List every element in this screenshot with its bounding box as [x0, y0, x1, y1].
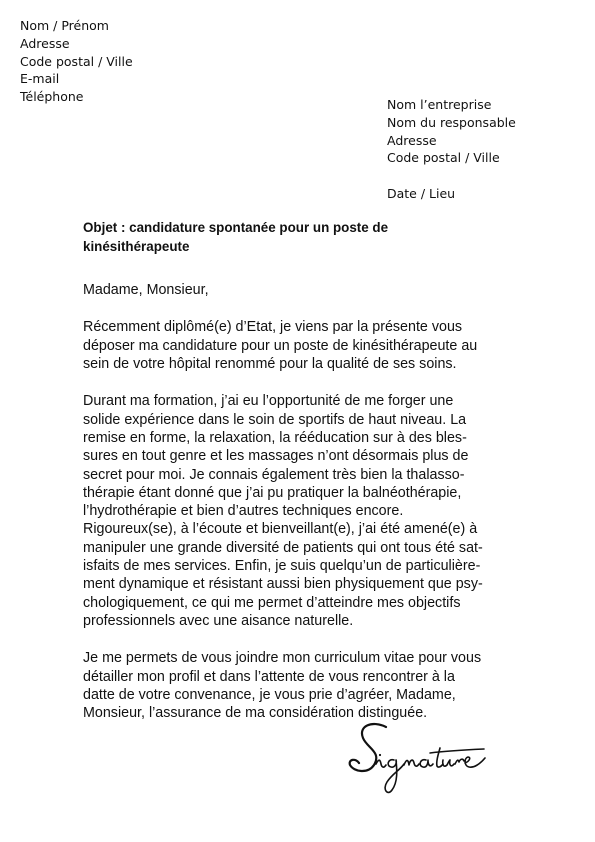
- letter-greeting: Madame, Monsieur,: [83, 282, 209, 299]
- paragraph-line: ment dynamique et résistant aussi bien physiquement que psy-: [83, 576, 483, 593]
- paragraph-line: professionnels avec une aisance naturelle.: [83, 612, 354, 629]
- paragraph-line: sures en tout genre et les massages n’ont désormais plus de: [83, 448, 469, 465]
- sender-email: E-mail: [20, 71, 60, 87]
- sender-city: Code postal / Ville: [20, 53, 133, 69]
- recipient-block: [387, 96, 516, 167]
- paragraph-line: solide expérience dans le soin de sportifs de haut niveau. La: [83, 411, 467, 428]
- letter-body: [83, 219, 513, 741]
- recipient-city: Code postal / Ville: [387, 150, 500, 166]
- handwritten-signature: [342, 718, 492, 804]
- paragraph-line: Rigoureux(se), à l’écoute et bienveillant(e), j’ai été amené(e) à: [83, 521, 478, 538]
- paragraph-line: thérapie étant donné que j’ai pu pratiquer la balnéothérapie,: [83, 484, 462, 501]
- paragraph-line: Durant ma formation, j’ai eu l’opportunité de me forger une: [83, 393, 454, 410]
- paragraph-line: secret pour moi. Je connais également très bien la thalasso-: [83, 466, 465, 483]
- paragraph-line: manipuler une grande diversité de patients qui ont tous été sat-: [83, 539, 483, 556]
- recipient-company: Nom l’entreprise: [387, 97, 492, 112]
- subject-line: kinésithérapeute: [83, 238, 190, 254]
- date-place: Date / Lieu: [387, 186, 456, 201]
- paragraph-line: l’hydrothérapie et bien d’autres techniques encore.: [83, 503, 404, 520]
- paragraph-closing: [83, 649, 513, 722]
- paragraph-intro: [83, 318, 513, 373]
- recipient-manager: Nom du responsable: [387, 114, 516, 130]
- sender-address: Adresse: [20, 35, 70, 51]
- subject-line: Objet : candidature spontanée pour un poste de: [83, 220, 389, 235]
- paragraph-line: Monsieur, l’assurance de ma considération distinguée.: [83, 705, 428, 722]
- letter-subject: [83, 219, 513, 256]
- sender-block: [20, 17, 133, 106]
- paragraph-line: Je me permets de vous joindre mon curriculum vitae pour vous: [83, 650, 482, 667]
- paragraph-line: remise en forme, la relaxation, la rééducation sur à des bles-: [83, 429, 467, 446]
- paragraph-line: chologiquement, ce qui me permet d’atteindre mes objectifs: [83, 594, 461, 611]
- sender-name: Nom / Prénom: [20, 18, 109, 33]
- recipient-address: Adresse: [387, 132, 437, 148]
- sender-phone: Téléphone: [20, 89, 84, 105]
- paragraph-line: déposer ma candidature pour un poste de kinésithérapeute au: [83, 337, 478, 354]
- paragraph-experience: [83, 392, 513, 630]
- paragraph-line: détailler mon profil et dans l’attente de vous rencontrer à la: [83, 668, 455, 685]
- paragraph-line: sein de votre hôpital renommé pour la qualité de ses soins.: [83, 356, 457, 373]
- paragraph-line: isfaits de mes services. Enfin, je suis quelqu’un de particulière-: [83, 558, 481, 575]
- paragraph-line: Récemment diplômé(e) d’Etat, je viens par la présente vous: [83, 319, 463, 336]
- paragraph-line: datte de votre convenance, je vous prie d’agréer, Madame,: [83, 686, 456, 703]
